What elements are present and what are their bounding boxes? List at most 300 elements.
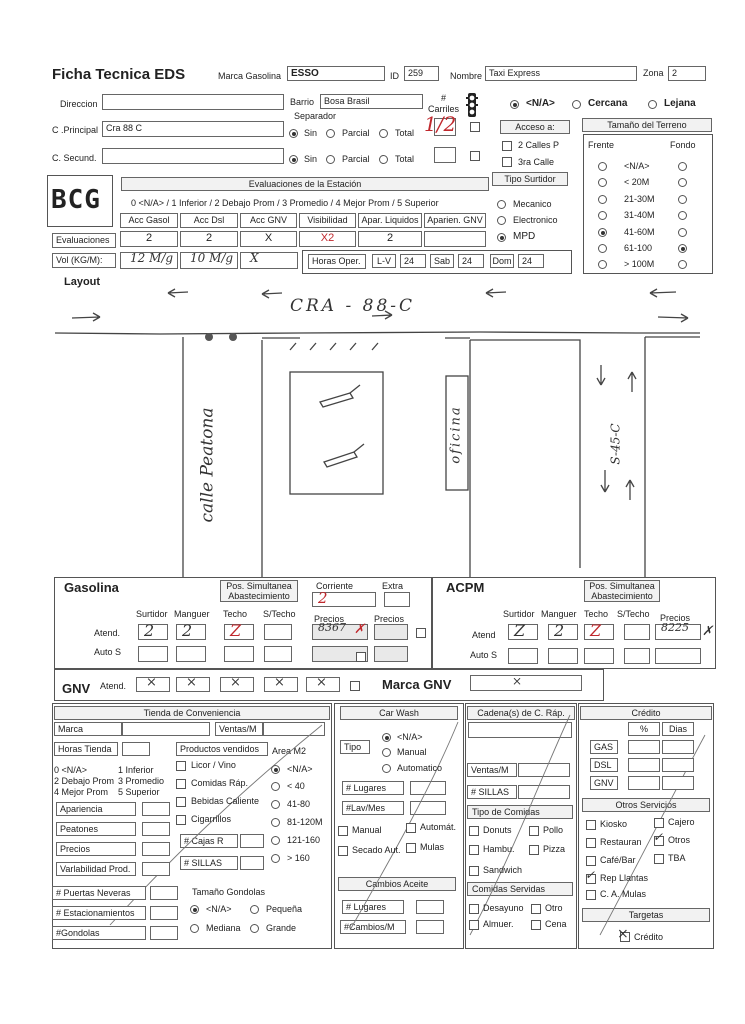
- carwash-cambios-title: Cambios Aceite: [338, 877, 456, 891]
- vol-label: Vol (KG/M):: [52, 253, 116, 268]
- c-principal-field[interactable]: Cra 88 C: [102, 121, 284, 137]
- carwash-cambios-mes-value[interactable]: [416, 920, 444, 934]
- acpm-autos-label: Auto S: [470, 650, 498, 660]
- c-secund-label: C. Secund.: [52, 153, 97, 163]
- gasolina-column-label: Precios: [314, 614, 345, 624]
- surtidor-electronico-radio[interactable]: [497, 216, 506, 225]
- evaluaciones-row-label: Evaluaciones: [52, 233, 116, 248]
- acceso-2calles-check[interactable]: [502, 141, 512, 151]
- terreno-option-label: 21-30M: [624, 194, 655, 204]
- cadena-sillas-field[interactable]: # SILLAS: [467, 785, 517, 799]
- gasolina-extra-field[interactable]: [384, 592, 410, 607]
- carwash-lugares-value[interactable]: [410, 781, 446, 795]
- acpm-column-label: Precios: [660, 613, 691, 623]
- gasolina-extra-label: Extra: [382, 581, 404, 591]
- acpm-autos-field[interactable]: [584, 648, 614, 664]
- cadena-tipo-label: Pizza: [543, 844, 566, 854]
- terreno-fondo-radio[interactable]: [678, 244, 687, 253]
- carriles-label: Carriles: [428, 104, 460, 114]
- gasolina-atend-value: 2: [144, 621, 155, 640]
- acceso-2calles-label: 2 Calles P: [518, 140, 560, 150]
- id-label: ID: [390, 71, 399, 81]
- cadena-servidas-label: Almuer.: [483, 919, 514, 929]
- tienda-gondola-radio[interactable]: [190, 905, 199, 914]
- carwash-tipo-label: Manual: [397, 747, 427, 757]
- credito-otros-check[interactable]: [586, 890, 596, 900]
- credito-otros-label: Restauran: [600, 837, 642, 847]
- tienda-producto-label: Bebidas Caliente: [191, 796, 260, 806]
- zona-field[interactable]: 2: [668, 66, 706, 81]
- vol-value: X: [250, 251, 259, 265]
- ubicacion-na-radio[interactable]: [510, 100, 519, 109]
- carwash-check[interactable]: [406, 823, 416, 833]
- tienda-scale-line: 5 Superior: [118, 787, 160, 797]
- terreno-option-label: > 100M: [624, 259, 655, 269]
- vol-value-field[interactable]: [240, 252, 298, 269]
- credito-pct-field[interactable]: [628, 776, 660, 790]
- separador2-sin-label: Sin: [304, 154, 318, 164]
- tienda-count-value[interactable]: [150, 886, 178, 900]
- terreno-option-label: < 20M: [624, 177, 650, 187]
- gasolina-pos-label: Pos. Simultanea Abastecimiento: [220, 580, 298, 602]
- tienda-gondolas-title: Tamaño Gondolas: [192, 887, 266, 897]
- separador-total-label: Total: [395, 128, 415, 138]
- credito-tarjeta-mark: ⨯: [617, 926, 629, 942]
- tienda-scale-line: 3 Promedio: [118, 776, 165, 786]
- gasolina-atend-field[interactable]: [374, 624, 408, 640]
- acpm-atend-value: 2: [554, 621, 565, 640]
- terreno-fondo-radio[interactable]: [678, 211, 687, 220]
- tienda-eval-field[interactable]: Apariencia: [56, 802, 136, 816]
- gasolina-autos-field[interactable]: [176, 646, 206, 662]
- terreno-fondo-radio[interactable]: [678, 195, 687, 204]
- tienda-marca-field[interactable]: Marca: [54, 722, 122, 736]
- tienda-producto-label: Comidas Ráp.: [191, 778, 249, 788]
- tienda-area-radio[interactable]: [271, 836, 280, 845]
- cadena-servidas-label: Cena: [545, 919, 567, 929]
- tienda-horas-field[interactable]: Horas Tienda: [54, 742, 118, 756]
- terreno-option-label: 41-60M: [624, 227, 655, 237]
- cadena-servidas-check[interactable]: [531, 920, 541, 930]
- acpm-autos-field[interactable]: [655, 648, 701, 664]
- tienda-cajas-value[interactable]: [240, 834, 264, 848]
- credito-otros-check[interactable]: [586, 820, 596, 830]
- tienda-sillas-field[interactable]: # SILLAS: [180, 856, 238, 870]
- terreno-fondo-radio[interactable]: [678, 178, 687, 187]
- traffic-light-icon: [466, 93, 478, 117]
- ubicacion-na-label: <N/A>: [526, 98, 555, 109]
- tienda-gondola-radio[interactable]: [250, 924, 259, 933]
- cadena-tipo-check[interactable]: [469, 826, 479, 836]
- cadena-name-field[interactable]: [468, 722, 572, 738]
- c-principal-label: C .Principal: [52, 125, 99, 135]
- carwash-tipo-radio[interactable]: [382, 733, 391, 742]
- evaluaciones-column-header: Acc Gasol: [120, 213, 178, 228]
- tienda-producto-label: Licor / Vino: [191, 760, 236, 770]
- page-title: Ficha Tecnica EDS: [52, 66, 186, 83]
- evaluaciones-column-header: Aparien. GNV: [424, 213, 486, 228]
- tienda-gondola-radio[interactable]: [250, 905, 259, 914]
- tienda-sillas-value[interactable]: [240, 856, 264, 870]
- horas-day-label: Dom: [490, 254, 514, 268]
- tienda-area-label: Area M2: [272, 746, 307, 756]
- terreno-frente-radio[interactable]: [598, 211, 607, 220]
- gasolina-autos-label: Auto S: [94, 647, 122, 657]
- terreno-frente-label: Frente: [588, 140, 615, 150]
- separador2-total-label: Total: [395, 154, 415, 164]
- surtidor-electronico-label: Electronico: [513, 215, 558, 225]
- carwash-check-label: Manual: [352, 825, 382, 835]
- gnv-check[interactable]: [350, 681, 360, 691]
- cadena-tipo-title: Tipo de Comidas: [467, 805, 573, 819]
- credito-pct-field[interactable]: [628, 758, 660, 772]
- layout-title: Layout: [64, 276, 101, 288]
- vol-value: 12 M/g: [130, 251, 174, 265]
- gnv-marca-label: Marca GNV: [382, 677, 452, 692]
- acceso-title: Acceso a:: [500, 120, 570, 134]
- tienda-marca-value[interactable]: [122, 722, 210, 736]
- carwash-tipo-radio[interactable]: [382, 764, 391, 773]
- tipo-surtidor-title: Tipo Surtidor: [492, 172, 568, 186]
- evaluaciones-column-header: Apar. Liquidos: [358, 213, 422, 228]
- tienda-count-value[interactable]: [150, 926, 178, 940]
- carwash-check[interactable]: [406, 843, 416, 853]
- acpm-autos-field[interactable]: [624, 648, 650, 664]
- evaluaciones-value[interactable]: X2: [299, 231, 356, 247]
- separador2-parcial-label: Parcial: [342, 154, 370, 164]
- marca-gasolina-field[interactable]: ESSO: [287, 66, 385, 81]
- tienda-title: Tienda de Conveniencia: [54, 706, 330, 720]
- carwash-tipo-radio[interactable]: [382, 748, 391, 757]
- credito-otros-check[interactable]: [654, 818, 664, 828]
- separador2-sin-radio[interactable]: [289, 155, 298, 164]
- horas-day-value[interactable]: 24: [518, 254, 544, 268]
- gnv-atend-mark: ⨯: [146, 675, 157, 690]
- tienda-producto-check[interactable]: [176, 797, 186, 807]
- gnv-marca-field[interactable]: [470, 675, 582, 691]
- separador-sin-radio[interactable]: [289, 129, 298, 138]
- acpm-atend-field[interactable]: [624, 624, 650, 640]
- gasolina-autos-field[interactable]: [138, 646, 168, 662]
- tienda-eval-field[interactable]: Varlabilidad Prod.: [56, 862, 136, 876]
- horas-day-label: Sab: [430, 254, 454, 268]
- gasolina-corriente-label: Corriente: [316, 581, 354, 591]
- tienda-area-radio[interactable]: [271, 782, 280, 791]
- acpm-pos-label: Pos. Simultanea Abastecimiento: [584, 580, 660, 602]
- credito-otros-check[interactable]: [586, 838, 596, 848]
- gnv-atend-label: Atend.: [100, 681, 127, 691]
- separador-parcial-radio[interactable]: [326, 129, 335, 138]
- surtidor-mecanico-label: Mecanico: [513, 199, 552, 209]
- tienda-ventas-field[interactable]: Ventas/M: [215, 722, 263, 736]
- carwash-check-label: Mulas: [420, 842, 445, 852]
- cadena-sillas-value[interactable]: [518, 785, 570, 799]
- ubicacion-cercana-radio[interactable]: [572, 100, 581, 109]
- carriles2-check[interactable]: [470, 151, 480, 161]
- carwash-check-label: Secado Aut.: [352, 845, 401, 855]
- tienda-count-field[interactable]: #Gondolas: [52, 926, 146, 940]
- terreno-frente-radio[interactable]: [598, 195, 607, 204]
- credito-tarjeta-label: Crédito: [634, 932, 664, 942]
- tienda-area-label: < 40: [287, 781, 305, 791]
- acpm-atend-value: 8225: [661, 621, 689, 634]
- terreno-frente-radio[interactable]: [598, 244, 607, 253]
- cadena-servidas-check[interactable]: [531, 904, 541, 914]
- gasolina-autos-field[interactable]: [224, 646, 254, 662]
- carwash-check[interactable]: [338, 826, 348, 836]
- gasolina-column-label: Surtidor: [136, 609, 168, 619]
- carwash-cambios-lugares[interactable]: # Lugares: [342, 900, 404, 914]
- gnv-atend-mark: ⨯: [274, 675, 285, 690]
- carwash-lavmes-value[interactable]: [410, 801, 446, 815]
- acpm-autos-field[interactable]: [508, 648, 538, 664]
- credito-otros-mark: ✓: [585, 868, 596, 882]
- gasolina-atend-value: Z: [230, 621, 242, 640]
- tienda-cajas-field[interactable]: # Cajas R: [180, 834, 238, 848]
- surtidor-mpd-radio[interactable]: [497, 233, 506, 242]
- tienda-area-radio[interactable]: [271, 818, 280, 827]
- gasolina-column-label: Techo: [223, 609, 248, 619]
- credito-dias-field[interactable]: [662, 758, 694, 772]
- terreno-option-label: 31-40M: [624, 210, 655, 220]
- acpm-atend-value: Z: [514, 621, 526, 640]
- separador-parcial-label: Parcial: [342, 128, 370, 138]
- terreno-frente-radio[interactable]: [598, 178, 607, 187]
- terreno-fondo-label: Fondo: [670, 140, 696, 150]
- evaluaciones-scale: 0 <N/A> / 1 Inferior / 2 Debajo Prom / 3 Promedio / 4 Mejor Prom / 5 Superior: [131, 198, 439, 208]
- acpm-precio-mark: ✗: [702, 624, 713, 639]
- horas-day-value[interactable]: 24: [400, 254, 426, 268]
- marca-gasolina-label: Marca Gasolina: [218, 71, 282, 81]
- cadena-tipo-check[interactable]: [529, 826, 539, 836]
- separador-label: Separador: [294, 111, 337, 121]
- gnv-atend-mark: ⨯: [316, 675, 327, 690]
- separador-total-radio[interactable]: [379, 129, 388, 138]
- credito-title: Crédito: [580, 706, 712, 720]
- evaluaciones-value[interactable]: 2: [358, 231, 422, 247]
- c-secund-field[interactable]: [102, 148, 284, 164]
- tienda-eval-value[interactable]: [142, 862, 170, 876]
- credito-otros-label: Kiosko: [600, 819, 628, 829]
- credito-otros-mark: ✓: [653, 830, 664, 844]
- surtidor-mpd-label: MPD: [513, 231, 536, 242]
- carwash-tipo-label: Automatico: [397, 763, 443, 773]
- terreno-frente-radio[interactable]: [598, 162, 607, 171]
- nombre-field[interactable]: Taxi Express: [485, 66, 637, 81]
- credito-otros-label: Café/Bar: [600, 855, 636, 865]
- evaluaciones-column-header: Visibilidad: [299, 213, 356, 228]
- terreno-frente-radio[interactable]: [598, 228, 607, 237]
- cadena-servidas-label: Otro: [545, 903, 563, 913]
- tienda-eval-field[interactable]: Precios: [56, 842, 136, 856]
- direccion-label: Direccion: [60, 99, 98, 109]
- acpm-atend-label: Atend: [472, 630, 496, 640]
- evaluaciones-column-header: Acc Dsl: [180, 213, 238, 228]
- tienda-area-radio[interactable]: [271, 854, 280, 863]
- tienda-eval-value[interactable]: [142, 842, 170, 856]
- layout-street-top: CRA - 88-C: [290, 296, 416, 316]
- tienda-eval-value[interactable]: [142, 822, 170, 836]
- tienda-area-label: 121-160: [287, 835, 321, 845]
- tienda-area-radio[interactable]: [271, 765, 280, 774]
- carwash-check-label: Automát.: [420, 822, 457, 832]
- evaluaciones-value[interactable]: 2: [180, 231, 238, 247]
- barrio-label: Barrio: [290, 97, 315, 107]
- barrio-field[interactable]: Bosa Brasil: [320, 94, 423, 109]
- tienda-area-label: 81-120M: [287, 817, 323, 827]
- carriles-check[interactable]: [470, 122, 480, 132]
- carriles2-field[interactable]: [434, 147, 456, 163]
- gasolina-column-label: Manguer: [174, 609, 210, 619]
- credito-otros-check[interactable]: [586, 856, 596, 866]
- cadena-tipo-check[interactable]: [469, 866, 479, 876]
- credito-pct-header: %: [628, 722, 660, 736]
- terreno-frente-radio[interactable]: [598, 260, 607, 269]
- tienda-scale-line: 4 Mejor Prom: [54, 787, 109, 797]
- credito-tarjetas-title: Targetas: [582, 908, 710, 922]
- gasolina-precio-mark: ✗: [354, 622, 365, 637]
- tienda-producto-label: Cigarrillos: [191, 814, 232, 824]
- acpm-column-label: Manguer: [541, 609, 577, 619]
- credito-otros-label: Cajero: [668, 817, 695, 827]
- acceso-3ra-check[interactable]: [502, 157, 512, 167]
- tienda-area-radio[interactable]: [271, 800, 280, 809]
- credito-dias-field[interactable]: [662, 776, 694, 790]
- vol-value: 10 M/g: [190, 251, 234, 265]
- terreno-option-label: <N/A>: [624, 161, 650, 171]
- gnv-atend-mark: ⨯: [230, 675, 241, 690]
- tienda-scale-line: 2 Debajo Prom: [54, 776, 115, 786]
- evaluaciones-value[interactable]: [424, 231, 486, 247]
- acpm-autos-field[interactable]: [548, 648, 578, 664]
- tienda-productos-title: Productos vendidos: [176, 742, 268, 756]
- cadena-servidas-check[interactable]: [469, 920, 479, 930]
- tienda-scale-line: 1 Inferior: [118, 765, 154, 775]
- cadena-tipo-label: Pollo: [543, 825, 564, 835]
- evaluaciones-value[interactable]: X: [240, 231, 297, 247]
- cadena-ventas-value[interactable]: [518, 763, 570, 777]
- credito-row-label: DSL: [590, 758, 618, 772]
- layout-street-right: S-45-C: [608, 423, 623, 465]
- terreno-fondo-radio[interactable]: [678, 260, 687, 269]
- gasolina-autos-field[interactable]: [374, 646, 408, 662]
- credito-otros-label: TBA: [668, 853, 686, 863]
- acpm-column-label: Surtidor: [503, 609, 535, 619]
- gasolina-precio2-check[interactable]: [416, 628, 426, 638]
- evaluaciones-title: Evaluaciones de la Estación: [121, 177, 489, 191]
- separador2-total-radio[interactable]: [379, 155, 388, 164]
- gasolina-atend-value: 2: [182, 621, 193, 640]
- tienda-count-field[interactable]: # Estacionamientos: [52, 906, 146, 920]
- carriles-value: 1/2: [424, 112, 457, 136]
- credito-otros-label: C. A. Mulas: [600, 889, 647, 899]
- terreno-fondo-radio[interactable]: [678, 228, 687, 237]
- acpm-column-label: Techo: [584, 609, 609, 619]
- layout-street-left: calle Peatona: [197, 407, 218, 523]
- bcg-logo-text: BCG: [51, 185, 101, 215]
- horas-day-label: L-V: [372, 254, 396, 268]
- credito-dias-field[interactable]: [662, 740, 694, 754]
- carwash-lugares-field[interactable]: # Lugares: [342, 781, 404, 795]
- cadena-tipo-check[interactable]: [469, 845, 479, 855]
- acpm-atend-value: Z: [590, 621, 602, 640]
- cadena-servidas-label: Desayuno: [483, 903, 524, 913]
- gasolina-atend-field[interactable]: [264, 624, 292, 640]
- tienda-area-label: <N/A>: [287, 764, 313, 774]
- acceso-3ra-label: 3ra Calle: [518, 157, 555, 167]
- cadena-servidas-title: Comidas Servidas: [467, 882, 573, 896]
- cadena-tipo-check[interactable]: [529, 845, 539, 855]
- gasolina-corriente-value: 2: [318, 589, 328, 607]
- layout-oficina: oficina: [448, 405, 464, 464]
- gasolina-autos-field[interactable]: [264, 646, 292, 662]
- credito-dias-header: Dias: [662, 722, 694, 736]
- ubicacion-lejana-label: Lejana: [664, 98, 696, 109]
- horas-day-value[interactable]: 24: [458, 254, 484, 268]
- tienda-eval-field[interactable]: Peatones: [56, 822, 136, 836]
- tienda-gondola-radio[interactable]: [190, 924, 199, 933]
- direccion-field[interactable]: [102, 94, 284, 110]
- cadena-ventas-field[interactable]: Ventas/M: [467, 763, 517, 777]
- tienda-producto-check[interactable]: [176, 761, 186, 771]
- cadena-tipo-label: Hambu.: [483, 844, 515, 854]
- gasolina-atend-label: Atend.: [94, 628, 121, 638]
- carwash-cambios-mes[interactable]: #Cambios/M: [340, 920, 406, 934]
- carwash-check[interactable]: [338, 846, 348, 856]
- carwash-tipo-label: <N/A>: [397, 732, 423, 742]
- carriles-hash-label: #: [441, 93, 447, 103]
- gnv-atend-mark: ⨯: [186, 675, 197, 690]
- carwash-title: Car Wash: [340, 706, 458, 720]
- credito-pct-field[interactable]: [628, 740, 660, 754]
- tienda-ventas-value[interactable]: [263, 722, 325, 736]
- tienda-scale-line: 0 <N/A>: [54, 765, 88, 775]
- tienda-count-value[interactable]: [150, 906, 178, 920]
- terreno-title: Tamaño del Terreno: [582, 118, 712, 132]
- tienda-area-label: 41-80: [287, 799, 311, 809]
- nombre-label: Nombre: [450, 71, 483, 81]
- cadena-tipo-label: Sandwich: [483, 865, 523, 875]
- gasolina-title: Gasolina: [64, 580, 119, 595]
- surtidor-mecanico-radio[interactable]: [497, 200, 506, 209]
- cadena-title: Cadena(s) de C. Ráp.: [467, 706, 575, 720]
- credito-otros-check[interactable]: [654, 854, 664, 864]
- gasolina-precio-check[interactable]: [356, 652, 366, 662]
- horas-label: Horas Oper.: [308, 254, 366, 269]
- cadena-servidas-check[interactable]: [469, 904, 479, 914]
- tienda-eval-value[interactable]: [142, 802, 170, 816]
- gnv-marca-mark: ⨯: [512, 674, 523, 688]
- ubicacion-cercana-label: Cercana: [588, 98, 628, 109]
- tienda-producto-check[interactable]: [176, 779, 186, 789]
- zona-label: Zona: [643, 68, 664, 78]
- credito-row-label: GNV: [590, 776, 618, 790]
- gasolina-column-label: S/Techo: [263, 609, 296, 619]
- evaluaciones-value[interactable]: 2: [120, 231, 178, 247]
- tienda-count-field[interactable]: # Puertas Neveras: [52, 886, 146, 900]
- tienda-gondola-label: <N/A>: [206, 904, 232, 914]
- carwash-cambios-lugares-value[interactable]: [416, 900, 444, 914]
- terreno-fondo-radio[interactable]: [678, 162, 687, 171]
- tienda-producto-check[interactable]: [176, 815, 186, 825]
- ubicacion-lejana-radio[interactable]: [648, 100, 657, 109]
- tienda-horas-value[interactable]: [122, 742, 150, 756]
- tienda-gondola-label: Grande: [266, 923, 297, 933]
- carwash-lavmes-field[interactable]: #Lav/Mes: [342, 801, 404, 815]
- separador2-parcial-radio[interactable]: [326, 155, 335, 164]
- id-field[interactable]: 259: [404, 66, 439, 81]
- gasolina-column-label: Precios: [374, 614, 405, 624]
